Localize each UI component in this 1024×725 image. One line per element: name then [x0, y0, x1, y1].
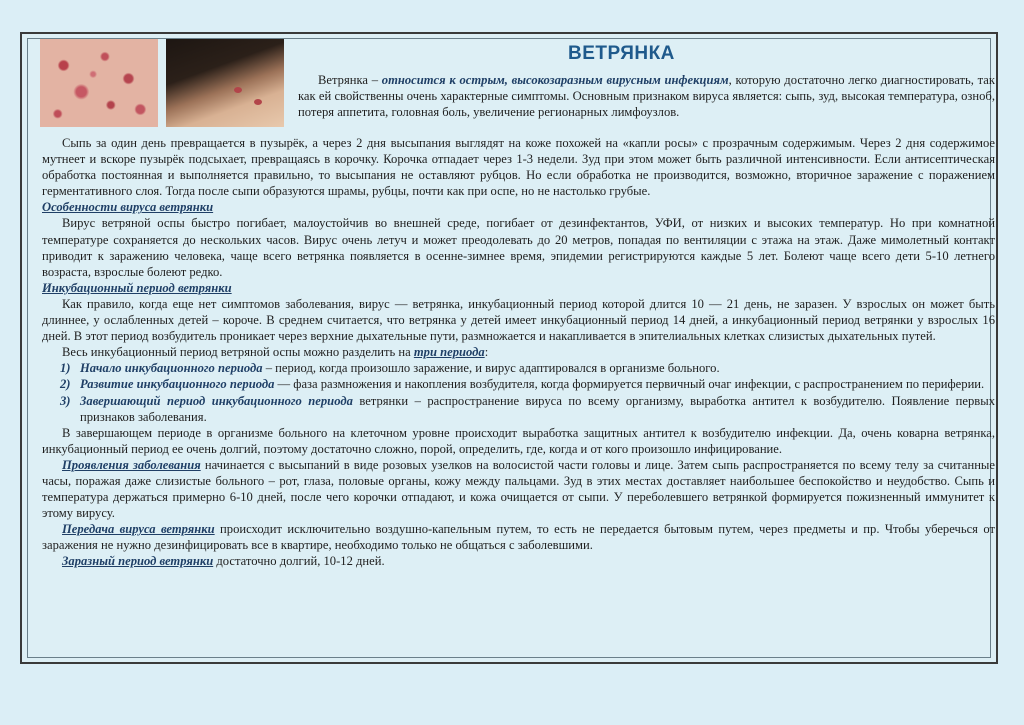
text: Весь инкубационный период ветряной оспы можно разделить на: [62, 345, 414, 360]
list-number: 2): [60, 377, 71, 392]
text: достаточно долгий, 10-12 дней.: [213, 554, 385, 569]
list-number: 3): [60, 393, 71, 408]
paragraph-contagious-period: [42, 553, 995, 569]
list-item: [42, 376, 995, 392]
emphasis: три периода: [413, 345, 485, 360]
rash-spot: [234, 87, 242, 93]
text: происходит исключительно воздушно-капельным путем, то есть не передается бытовым путем, через предметы и пр. Чтобы уберечься от заражения не нужно дезинфицировать все в квартире, необходимо только не общаться с заболевшими.: [42, 522, 995, 553]
text: – период, когда произошло заражение, и вирус адаптировался в организме больного.: [262, 361, 720, 376]
list-text: [80, 393, 995, 425]
rash-photo-closeup: [40, 39, 158, 127]
text: :: [484, 345, 489, 360]
list-item: [42, 393, 995, 425]
list-text: [80, 360, 995, 376]
emphasis: Передача вируса ветрянки: [62, 522, 215, 537]
emphasis: Завершающий период инкубационного периода: [80, 393, 353, 408]
emphasis: Заразный период ветрянки: [62, 554, 214, 569]
paragraph-final-period: В завершающем периоде в организме больного на клеточном уровне происходит выработка защитных антител к возбудителю инфекции. Да, очень коварна ветрянка, инкубационный период ее очень долгий, поэтому достаточно сложно, порой, определить, где, когда и от кого произошло инфицирование.: [42, 425, 995, 456]
rash-spot: [254, 99, 262, 105]
emphasis: Проявления заболевания: [62, 457, 201, 472]
page-frame: [20, 32, 998, 664]
list-item: [42, 360, 995, 376]
text: начинается с высыпаний в виде розовых узелков на волосистой части головы и лице. Затем сыпь распространяется по всему телу за считанные часы, поражая даже слизистые больного – рот, глаза, половые органы, кожу между пальцами. Зуд в этих местах доставляет наибольшее беспокойство и неудобство. Сыпь и температура держаться примерно 6-10 дней, после чего корочки отпадают, и кожа очищается от сыпи. У переболевшего ветрянкой формируется пожизненный иммунитет к этому вирусу.: [42, 457, 995, 521]
intro-paragraph: [298, 72, 995, 120]
paragraph-transmission: [42, 521, 995, 553]
rash-photo-arm: [166, 39, 284, 127]
paragraph-manifestations: [42, 457, 995, 521]
article-body: [42, 135, 995, 570]
page-title: ВЕТРЯНКА: [568, 43, 675, 64]
heading-text: Особенности вируса ветрянки: [42, 200, 214, 215]
list-number: 1): [60, 361, 71, 376]
content-border: [27, 38, 996, 658]
paragraph-incubation: Как правило, когда еще нет симптомов заболевания, вирус — ветрянка, инкубационный период которой длится 10 — 21 день, не заразен. У взрослых он может быть длиннее, у ослабленных детей – короче. В среднем считается, что ветрянка у детей имеет инкубационный период 14 дней, а инкубационный период ветрянки у взрослых 16 дней. В этот период возбудитель проникает через верхние дыхательные пути, размножается и накапливается в эпителиальных клетках слизистых дыхательных путей.: [42, 296, 995, 344]
intro-emphasis: относится к острым, высокозаразным вирусным инфекциям: [381, 73, 729, 87]
intro-rest: , которую достаточно легко диагностировать, так как ей свойственны очень характерные симптомы. Основным признаком вируса является: сыпь, зуд, высокая температура, озноб, потеря аппетита, головная боль, увеличение регионарных лимфоузлов.: [298, 73, 996, 119]
list-text: [80, 376, 995, 392]
emphasis: Начало инкубационного периода: [80, 361, 263, 376]
section-heading-features: [42, 199, 995, 215]
intro-prefix: Ветрянка –: [318, 73, 382, 87]
section-heading-incubation: [42, 280, 995, 296]
emphasis: Развитие инкубационного периода: [80, 377, 275, 392]
text: ветрянки – распространение вируса по всему организму, выработка антител к возбудителю. Появление первых признаков заболевания.: [80, 393, 995, 424]
paragraph-rash: Сыпь за один день превращается в пузырёк, а через 2 дня высыпания выглядят на коже похожей на «капли росы» с прозрачным содержимым. Через 2 дня содержимое мутнеет и вскоре пузырёк подсыхает, превращаясь в корочку. Корочка отпадает через 1-3 недели. Зуд при этом может быть различной интенсивности. Если антисептическая обработка постоянная и выполняется правильно, то высыпания не оставляют рубцов. Но если обработка не производится, возможно, вторичное заражение с поражением герментативного слоя. Тогда после сыпи образуются шрамы, рубцы, почти как при оспе, но не настолько грубые.: [42, 136, 995, 199]
paragraph-periods-intro: [42, 344, 995, 360]
paragraph-virus-features: Вирус ветряной оспы быстро погибает, малоустойчив во внешней среде, погибает от дезинфектантов, УФИ, от низких и высоких температур. Но при комнатной температуре сохраняется до нескольких часов. Вирус очень летуч и может преодолевать до 20 метров, попадая по вентиляции с этажа на этаж. Даже мимолетный контакт приводит к заражению человека, чаще всего ветрянка появляется в осенне-зимнее время, эпидемии регистрируются каждые 5 лет. Болеют чаще всего дети 5-10 летнего возраста, взрослые болеют редко.: [42, 216, 995, 279]
text: — фаза размножения и накопления возбудителя, когда формируется первичный очаг инфекции, с распространением по периферии.: [274, 377, 985, 392]
heading-text: Инкубационный период ветрянки: [42, 280, 232, 295]
